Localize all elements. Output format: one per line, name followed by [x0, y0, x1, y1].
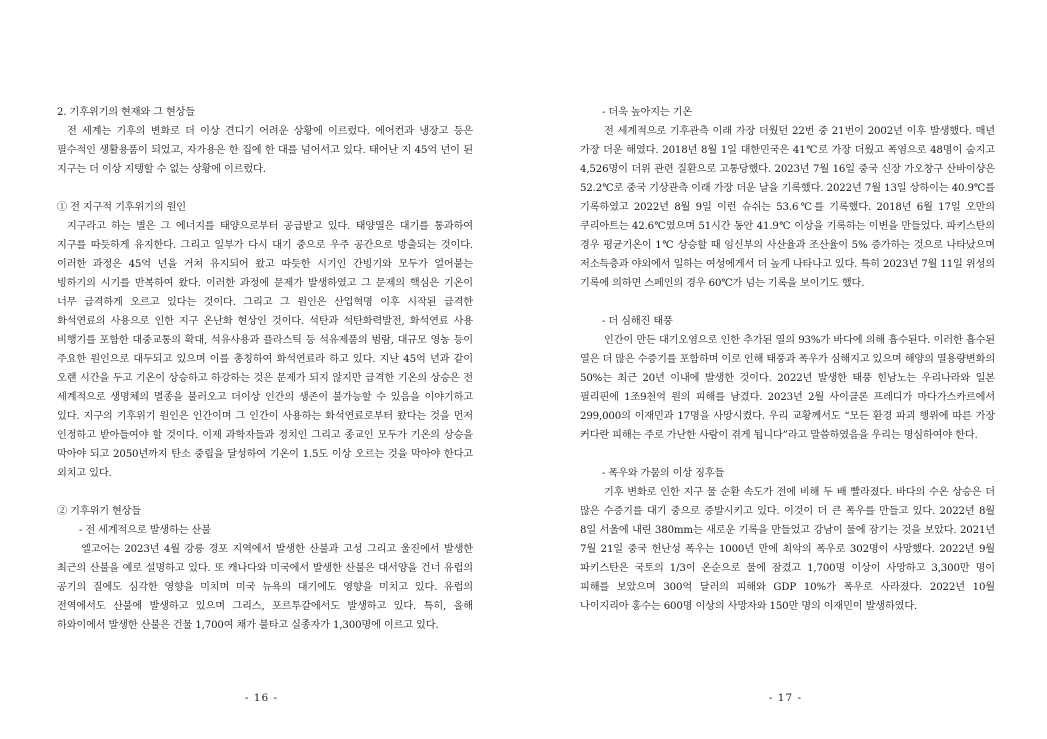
- page-number-left: - 16 -: [244, 692, 279, 704]
- spacer: [580, 445, 995, 464]
- cause-heading: ① 전 지구적 기후위기의 원인: [57, 202, 186, 213]
- typhoon-heading: - 더 심해진 태풍: [602, 316, 673, 327]
- page-number-right: - 17 -: [768, 692, 803, 704]
- intro-paragraph: 전 세계는 기후의 변화로 더 이상 견디기 어려운 상황에 이르렀다. 에어컨과 냉장고 등은 필수적인 생활용품이 되었고, 자가용은 한 집에 한 대를 넘어서고 있다. 태어난 지 45억 년이 된 지구는 더 이상 지탱할 수 없는 상황에 이르렀다.: [57, 126, 473, 175]
- left-page: [0, 0, 523, 739]
- cause-paragraph: 지구라고 하는 별은 그 에너지를 태양으로부터 공급받고 있다. 태양열은 대기를 통과하여 지구를 따듯하게 유지한다. 그리고 일부가 다시 대기 중으로 우주 공간으로 방출되는 것이다. 이러한 과정은 45억 년을 거쳐 유지되어 왔고 따듯한 시기인 간빙기와 모두가 얼어붙는 빙하기의 시기를 반복하여 왔다. 이러한 과정에 문제가 발생하였고 그 문제의 핵심은 기온이 너무 급격하게 오르고 있다는 것이다. 그리고 그 원인은 산업혁명 이후 시작된 급격한 화석연료의 사용으로 인한 지구 온난화 현상인 것이다. 석탄과 석탄화력발전, 화석연료 사용 비행기를 포함한 대중교통의 확대, 석유사용과 플라스틱 등 석유제품의 범람, 대규모 영농 등이 주요한 원인으로 대두되고 있으며 이를 총칭하여 화석연료라 하고 있다. 지난 45억 년과 같이 오랜 시간을 두고 기온이 상승하고 하강하는 것은 문제가 되지 않지만 급격한 기온의 상승은 전 세계적으로 생명체의 멸종을 불러오고 더이상 인간의 생존이 불가능할 수 있음을 이야기하고 있다. 지구의 기후위기 원인은 인간이며 그 인간이 사용하는 화석연료로부터 왔다는 것을 먼저 인정하고 받아들여야 할 것이다. 이제 과학자들과 정치인 그리고 종교인 모두가 기온의 상승을 막아야 되고 2050년까지 탄소 중립을 달성하여 기온이 1.5도 이상 오르는 것을 막아야 한다고 외치고 있다.: [57, 221, 473, 479]
- right-page-content: [580, 103, 995, 616]
- heat-paragraph: 전 세계적으로 기후관측 이래 가장 더웠던 22번 중 21번이 2002년 이후 발생했다. 매년 가장 더운 해였다. 2018년 8월 1일 대한민국은 41℃로 가장 더웠고 폭염으로 48명이 숨지고 4,526명이 더위 관련 질환으로 고통당했다. 2023년 7월 16일 중국 신장 가오창구 산바이샹은 52.2℃로 중국 기상관측 이래 가장 더운 날을 기록했다. 2022년 7월 13일 상하이는 40.9℃를 기록하였고 2022년 8월 9일 이런 슈쉬는 53.6℃를 기록했다. 2018년 6월 17일 오만의 쿠리아트는 42.6℃였으며 51시간 동안 41.9℃ 이상을 기록하는 이변을 만들었다. 파키스탄의 경우 평균기온이 1℃ 상승할 때 임신부의 사산율과 조산율이 5% 증가하는 것으로 나타났으며 저소득층과 야외에서 일하는 여성에게서 더 높게 나타나고 있다. 특히 2023년 7월 11일 위성의 기록에 의하면 스페인의 경우 60℃가 넘는 기록을 보이기도 했다.: [580, 126, 995, 289]
- spacer: [57, 179, 473, 198]
- spacer: [580, 293, 995, 312]
- spacer: [57, 483, 473, 502]
- typhoon-paragraph: 인간이 만든 대기오염으로 인한 추가된 열의 93%가 바다에 의해 흡수된다. 이러한 흡수된 열은 더 많은 수증기를 포함하며 이로 인해 태풍과 폭우가 심해지고 있으며 해양의 열용량변화의 50%는 최근 20년 이내에 발생한 것이다. 2022년 발생한 태풍 힌남노는 우리나라와 일본 필리핀에 1조9천억 원의 피해를 남겼다. 2023년 2월 사이클론 프레디가 마다가스카르에서 299,000의 이재민과 17명을 사망시켰다. 우리 교황께서도 “모든 환경 파괴 행위에 따른 가장 커다란 피해는 주로 가난한 사람이 겪게 됩니다”라고 말씀하였음을 우리는 명심하여야 한다.: [580, 335, 996, 441]
- wildfire-paragraph: 엘고어는 2023년 4월 강릉 경포 지역에서 발생한 산불과 고성 그리고 울진에서 발생한 최근의 산불을 예로 설명하고 있다. 또 캐나다와 미국에서 발생한 산불은 대서양을 건너 유럽의 공기의 질에도 심각한 영향을 미치며 미국 뉴욕의 대기에도 영향을 미치고 있다. 유럽의 전역에서도 산불에 발생하고 있으며 그리스, 포르투갈에서도 발생하고 있다. 특히, 올해 하와이에서 발생한 산불은 건물 1,700여 채가 불타고 실종자가 1,300명에 이르고 있다.: [57, 544, 473, 631]
- section-heading: 2. 기후위기의 현재와 그 현상들: [57, 107, 196, 118]
- right-page: [524, 0, 1047, 739]
- flood-heading: - 폭우와 가뭄의 이상 징후들: [602, 468, 725, 479]
- wildfire-heading: - 전 세계적으로 발생하는 산불: [79, 525, 211, 536]
- heat-heading: - 더욱 높아지는 기온: [602, 107, 693, 118]
- flood-paragraph: 기후 변화로 인한 지구 물 순환 속도가 전에 비해 두 배 빨라졌다. 바다의 수온 상승은 더 많은 수증기를 대기 중으로 증발시키고 있다. 이것이 더 큰 폭우를 만들고 있다. 2022년 8월 8일 서울에 내린 380mm는 새로운 기록을 만들었고 강남이 물에 잠기는 것을 보았다. 2021년 7월 21일 중국 헌난성 폭우는 1000년 만에 최악의 폭우로 302명이 사망했다. 2022년 9월 파키스탄은 국토의 1/3이 온순으로 물에 잠겼고 1,700명 이상이 사망하고 3,300만 명이 피해를 보았으며 300억 달러의 피해와 GDP 10%가 폭우로 사라졌다. 2022년 10월 나이지리아 홍수는 600명 이상의 사망자와 150만 명의 이재민이 발생하였다.: [580, 487, 995, 612]
- phenomena-heading: ② 기후위기 현상들: [57, 506, 142, 517]
- left-page-content: [57, 103, 473, 635]
